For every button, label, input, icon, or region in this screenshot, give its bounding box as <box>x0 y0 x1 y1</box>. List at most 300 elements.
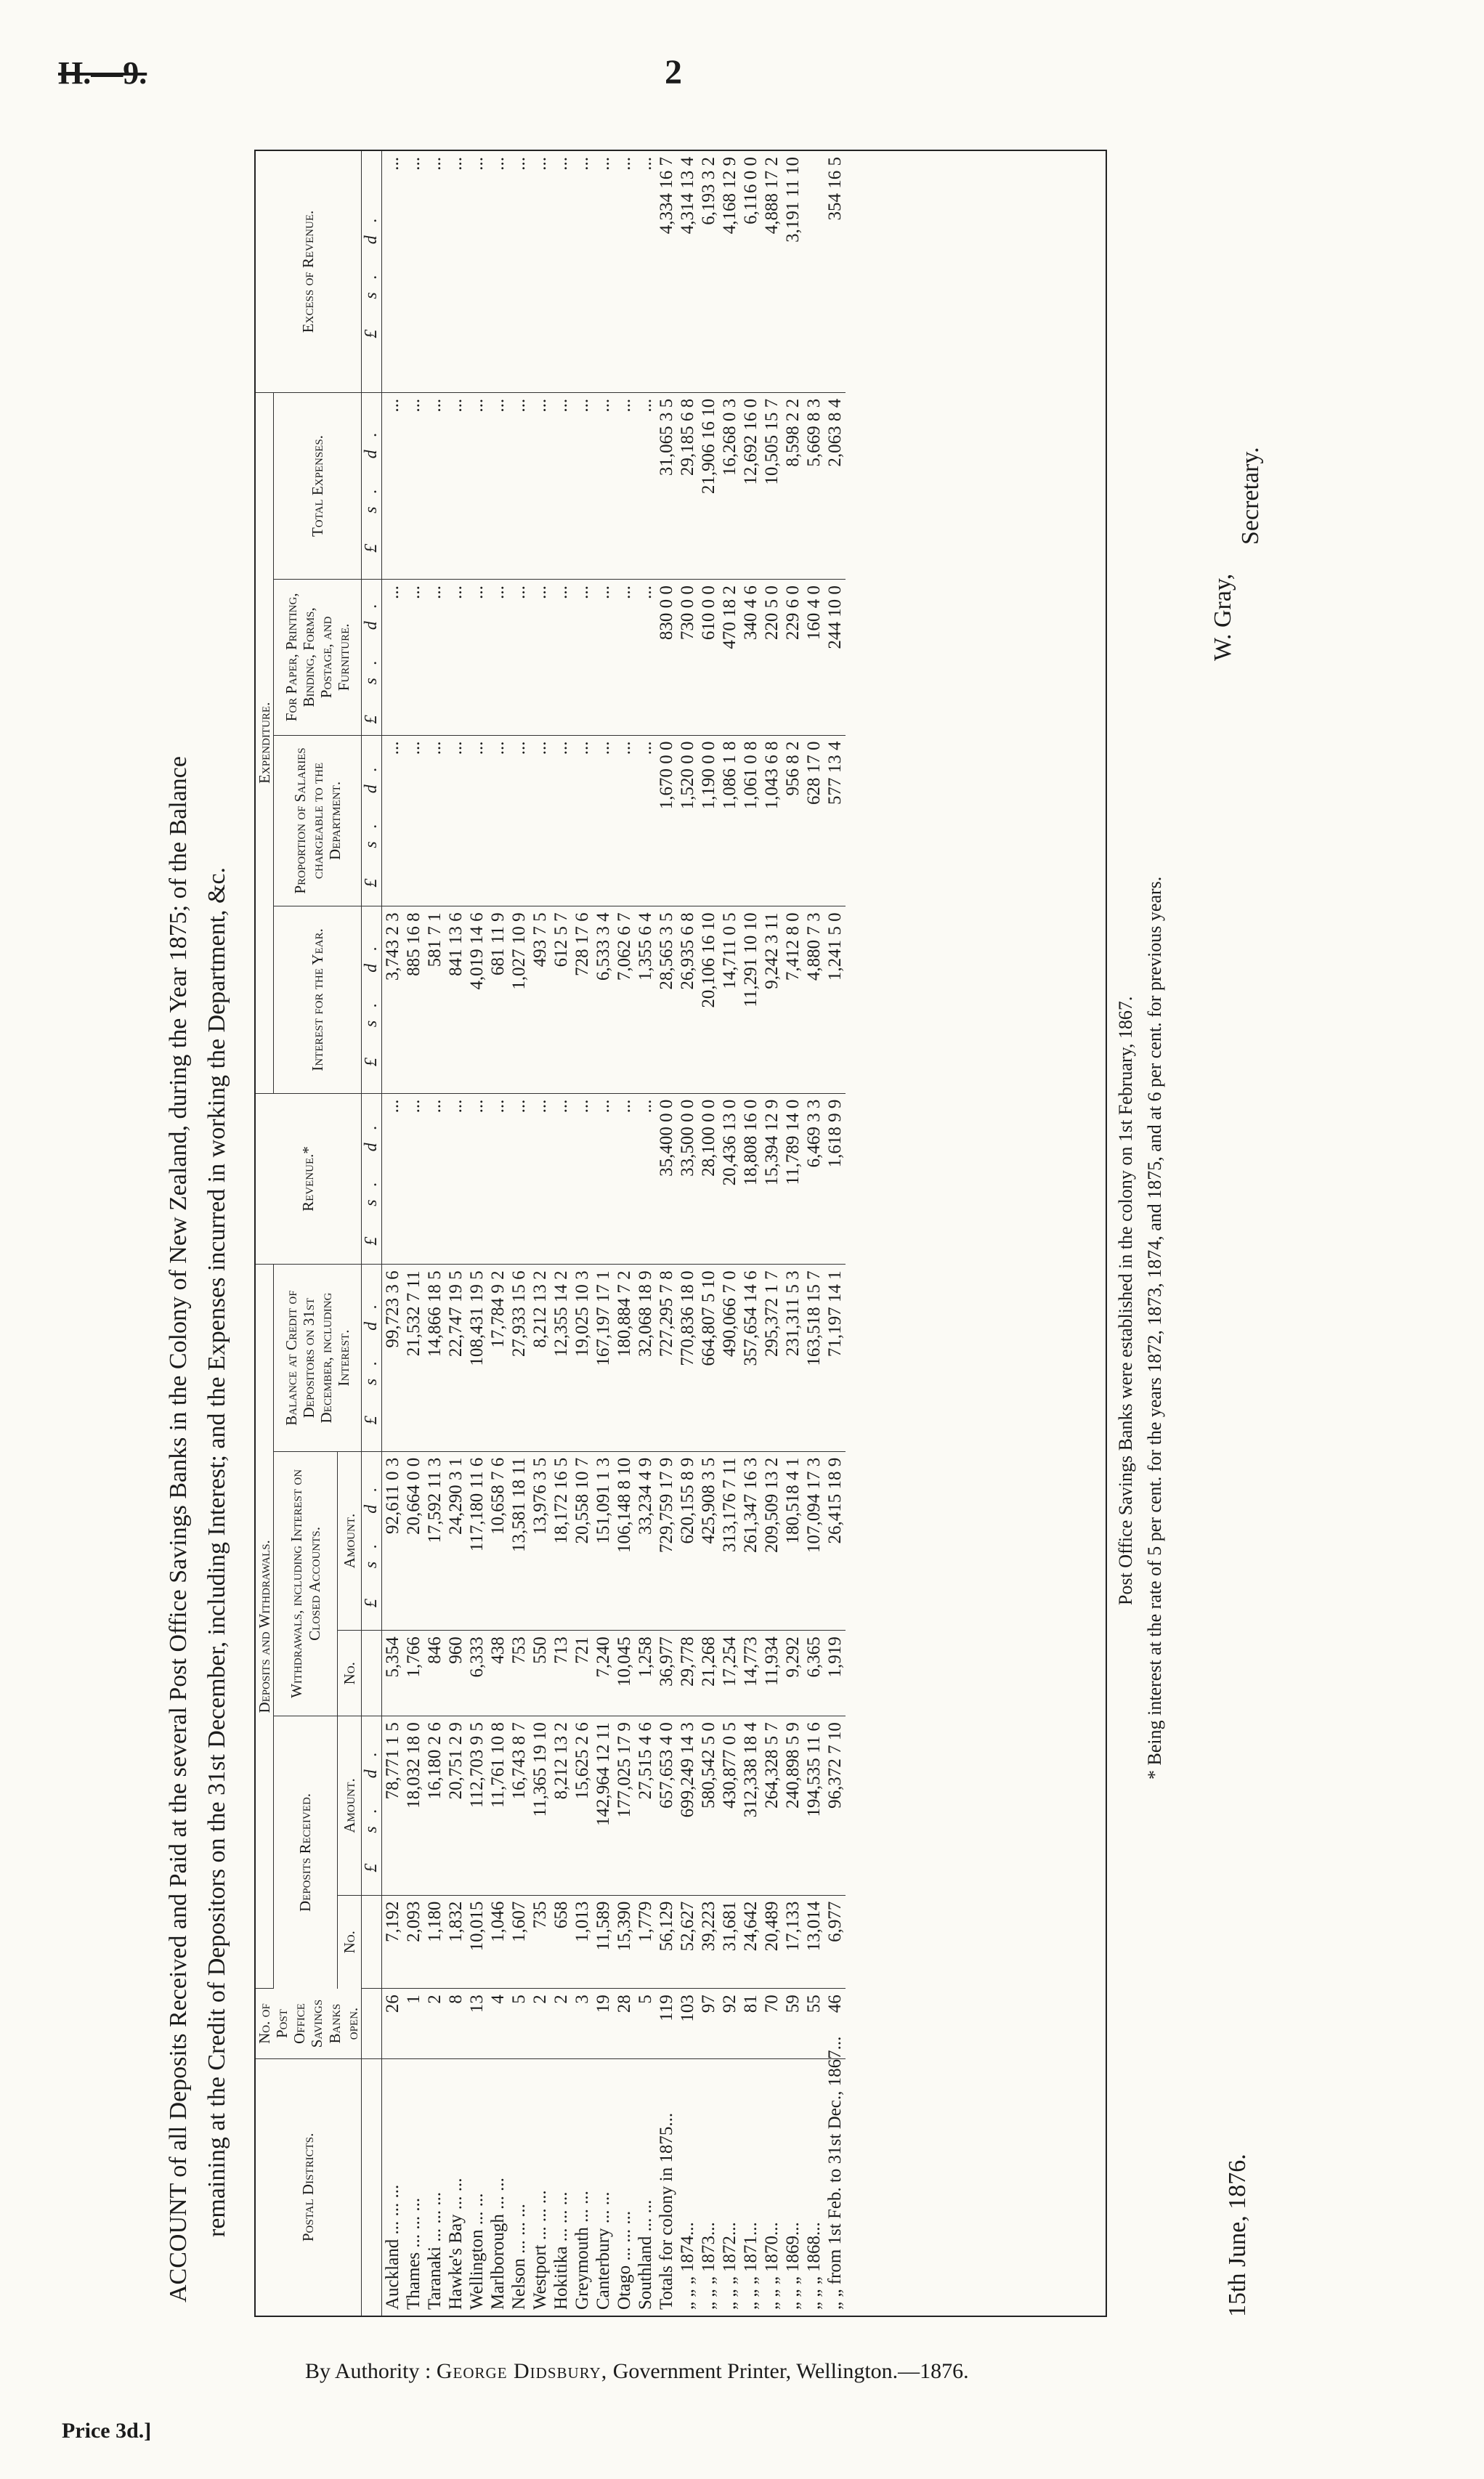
cell-wd-no: 14,773 <box>740 1631 761 1716</box>
cell-excess: ... <box>635 151 656 392</box>
totals-row <box>803 151 824 2316</box>
district-row <box>382 151 404 2316</box>
cell-banks: 5 <box>635 1989 656 2058</box>
district-row <box>530 151 551 2316</box>
cell-total: 21,906 16 10 <box>698 392 719 579</box>
cell-banks: 28 <box>614 1989 635 2058</box>
cell-interest: 20,106 16 10 <box>698 906 719 1093</box>
cell-total: ... <box>614 392 635 579</box>
cell-banks: 2 <box>530 1989 551 2058</box>
cell-balance: 727,295 7 8 <box>656 1265 677 1451</box>
cell-total: ... <box>508 392 530 579</box>
cell-salaries: 577 13 4 <box>824 735 846 906</box>
cell-wd-no: 713 <box>551 1631 572 1716</box>
cell-dep-amt: 20,751 2 9 <box>445 1716 466 1896</box>
district-row <box>403 151 424 2316</box>
cell-wd-amt: 18,172 16 5 <box>551 1451 572 1631</box>
cell-excess: 354 16 5 <box>824 151 846 392</box>
cell-wd-no: 1,258 <box>635 1631 656 1716</box>
cell-district: Thames ... ... ... <box>404 2197 424 2310</box>
cell-banks: 46 <box>824 1989 846 2058</box>
cell-wd-amt: 17,592 11 3 <box>424 1451 445 1631</box>
cell-banks: 119 <box>656 1989 677 2058</box>
cell-salaries: ... <box>487 735 508 906</box>
totals-row <box>719 151 740 2316</box>
cell-banks: 19 <box>593 1989 614 2058</box>
header-excess-revenue: Excess of Revenue. <box>256 151 361 392</box>
title-line-2: remaining at the Credit of Depositors on the 31st December, including Interest; and the Expenses incurred in working the Department, &c. <box>203 867 230 2237</box>
cell-dep-no: 39,223 <box>698 1895 719 1989</box>
signer-name: W. Gray, <box>1209 573 1236 661</box>
cell-dep-no: 52,627 <box>677 1895 698 1989</box>
cell-dep-amt: 194,535 11 6 <box>803 1716 824 1896</box>
title-line-1: ACCOUNT of all Deposits Received and Paid at the several Post Office Savings Banks in the Colony of New Zealand, during the Year 1875; of the Balance <box>165 756 192 2302</box>
cell-interest: 4,019 14 6 <box>466 906 487 1093</box>
totals-row <box>656 151 677 2316</box>
cell-dep-amt: 16,743 8 7 <box>508 1716 530 1896</box>
cell-excess: 4,888 17 2 <box>761 151 782 392</box>
cell-dep-no: 735 <box>530 1895 551 1989</box>
cell-banks: 55 <box>803 1989 824 2058</box>
cell-interest: 1,355 6 4 <box>635 906 656 1093</box>
cell-balance: 22,747 19 5 <box>445 1265 466 1451</box>
cell-district: „ „ „ 1868... <box>804 2222 824 2310</box>
cell-wd-no: 1,919 <box>824 1631 846 1716</box>
header-dep-no: No. <box>337 1895 361 1989</box>
cell-banks: 103 <box>677 1989 698 2058</box>
cell-paper: 730 0 0 <box>677 580 698 735</box>
cell-paper: ... <box>403 580 424 735</box>
cell-district: Taranaki ... ... ... <box>425 2191 445 2310</box>
cell-total: 31,065 3 5 <box>656 392 677 579</box>
cell-total: 10,505 15 7 <box>761 392 782 579</box>
cell-dep-no: 24,642 <box>740 1895 761 1989</box>
cell-district: Greymouth ... ... <box>572 2191 593 2310</box>
cell-wd-amt: 13,581 18 11 <box>508 1451 530 1631</box>
cell-banks: 13 <box>466 1989 487 2058</box>
header-postal-districts: Postal Districts. <box>256 2058 361 2316</box>
cell-total: ... <box>466 392 487 579</box>
cell-dep-amt: 78,771 1 5 <box>382 1716 404 1896</box>
cell-total: 5,669 8 3 <box>803 392 824 579</box>
cell-revenue: 20,436 13 0 <box>719 1093 740 1265</box>
price-label: Price 3d.] <box>62 2419 152 2443</box>
cell-dep-no: 17,133 <box>782 1895 803 1989</box>
cell-wd-no: 960 <box>445 1631 466 1716</box>
cell-wd-amt: 209,509 13 2 <box>761 1451 782 1631</box>
cell-excess: ... <box>614 151 635 392</box>
cell-wd-no: 5,354 <box>382 1631 404 1716</box>
cell-district: Otago ... ... ... <box>615 2210 635 2310</box>
cell-total: 29,185 6 8 <box>677 392 698 579</box>
cell-interest: 6,533 3 4 <box>593 906 614 1093</box>
cell-paper: 244 10 0 <box>824 580 846 735</box>
cell-salaries: 1,043 6 8 <box>761 735 782 906</box>
cell-balance: 770,836 18 0 <box>677 1265 698 1451</box>
cell-dep-no: 20,489 <box>761 1895 782 1989</box>
cell-dep-no: 1,180 <box>424 1895 445 1989</box>
cell-revenue: ... <box>487 1093 508 1265</box>
cell-balance: 12,355 14 2 <box>551 1265 572 1451</box>
cell-salaries: ... <box>424 735 445 906</box>
cell-balance: 99,723 3 6 <box>382 1265 404 1451</box>
cell-revenue: ... <box>614 1093 635 1265</box>
cell-paper: ... <box>614 580 635 735</box>
cell-revenue: ... <box>382 1093 404 1265</box>
cell-paper: ... <box>487 580 508 735</box>
cell-balance: 19,025 10 3 <box>572 1265 593 1451</box>
cell-wd-amt: 313,176 7 11 <box>719 1451 740 1631</box>
cell-wd-amt: 26,415 18 9 <box>824 1451 846 1631</box>
cell-interest: 7,412 8 0 <box>782 906 803 1093</box>
cell-salaries: 956 8 2 <box>782 735 803 906</box>
cell-dep-amt: 18,032 18 0 <box>403 1716 424 1896</box>
cell-dep-no: 31,681 <box>719 1895 740 1989</box>
cell-revenue: 35,400 0 0 <box>656 1093 677 1265</box>
cell-dep-amt: 16,180 2 6 <box>424 1716 445 1896</box>
cell-wd-amt: 92,611 0 3 <box>382 1451 404 1631</box>
account-title <box>160 182 236 2302</box>
cell-interest: 885 16 8 <box>403 906 424 1093</box>
cell-paper: ... <box>572 580 593 735</box>
totals-row <box>761 151 782 2316</box>
cell-dep-no: 56,129 <box>656 1895 677 1989</box>
cell-salaries: ... <box>530 735 551 906</box>
totals-row <box>782 151 803 2316</box>
cell-balance: 664,807 5 10 <box>698 1265 719 1451</box>
cell-interest: 1,027 10 9 <box>508 906 530 1093</box>
cell-balance: 71,197 14 1 <box>824 1265 846 1451</box>
cell-revenue: ... <box>635 1093 656 1265</box>
cell-excess: ... <box>445 151 466 392</box>
cell-interest: 3,743 2 3 <box>382 906 404 1093</box>
totals-row <box>677 151 698 2316</box>
cell-total: ... <box>593 392 614 579</box>
cell-dep-amt: 699,249 14 3 <box>677 1716 698 1896</box>
totals-row <box>698 151 719 2316</box>
cell-dep-amt: 580,542 5 0 <box>698 1716 719 1896</box>
cell-dep-amt: 177,025 17 9 <box>614 1716 635 1896</box>
cell-excess: 6,116 0 0 <box>740 151 761 392</box>
cell-balance: 357,654 14 6 <box>740 1265 761 1451</box>
header-balance: Balance at Credit of Depositors on 31st December, including Interest. <box>274 1265 362 1451</box>
cell-revenue: 1,618 9 9 <box>824 1093 846 1265</box>
district-row <box>508 151 530 2316</box>
cell-paper: ... <box>508 580 530 735</box>
cell-dep-no: 15,390 <box>614 1895 635 1989</box>
cell-district: „ „ „ 1869... <box>783 2222 803 2310</box>
cell-salaries: ... <box>466 735 487 906</box>
cell-revenue: 6,469 3 3 <box>803 1093 824 1265</box>
cell-balance: 295,372 1 7 <box>761 1265 782 1451</box>
cell-excess <box>803 151 824 392</box>
printer-name: George Didsbury, <box>436 2359 608 2383</box>
cell-paper: 160 4 0 <box>803 580 824 735</box>
cell-total: ... <box>403 392 424 579</box>
cell-dep-amt: 240,898 5 9 <box>782 1716 803 1896</box>
cell-district: Canterbury ... ... <box>593 2191 614 2310</box>
cell-paper: ... <box>593 580 614 735</box>
printer-authority-line <box>305 2359 969 2384</box>
cell-wd-amt: 620,155 8 9 <box>677 1451 698 1631</box>
cell-interest: 14,711 0 5 <box>719 906 740 1093</box>
cell-wd-no: 1,766 <box>403 1631 424 1716</box>
cell-balance: 163,518 15 7 <box>803 1265 824 1451</box>
cell-interest: 681 11 9 <box>487 906 508 1093</box>
cell-salaries: ... <box>382 735 404 906</box>
cell-salaries: ... <box>635 735 656 906</box>
district-row <box>551 151 572 2316</box>
cell-wd-amt: 13,976 3 5 <box>530 1451 551 1631</box>
cell-interest: 493 7 5 <box>530 906 551 1093</box>
cell-district: „ „ from 1st Feb. to 31st Dec., 1867... <box>825 2036 846 2310</box>
cell-interest: 11,291 10 10 <box>740 906 761 1093</box>
cell-district: Wellington ... ... <box>467 2193 487 2310</box>
account-table <box>256 151 846 2316</box>
cell-banks: 2 <box>551 1989 572 2058</box>
cell-total: 12,692 16 0 <box>740 392 761 579</box>
cell-wd-amt: 151,091 1 3 <box>593 1451 614 1631</box>
rotated-account-sheet <box>131 153 1315 2332</box>
signer-title: Secretary. <box>1237 447 1264 545</box>
cell-wd-no: 753 <box>508 1631 530 1716</box>
cell-dep-no: 1,607 <box>508 1895 530 1989</box>
account-table-frame <box>254 150 1107 2317</box>
cell-wd-amt: 106,148 8 10 <box>614 1451 635 1631</box>
cell-revenue: ... <box>572 1093 593 1265</box>
cell-revenue: 18,808 16 0 <box>740 1093 761 1265</box>
totals-rows <box>656 151 846 2316</box>
cell-excess: 4,334 16 7 <box>656 151 677 392</box>
cell-dep-amt: 264,328 5 7 <box>761 1716 782 1896</box>
cell-paper: ... <box>424 580 445 735</box>
cell-paper: 830 0 0 <box>656 580 677 735</box>
cell-banks: 26 <box>382 1989 404 2058</box>
cell-dep-amt: 430,877 0 5 <box>719 1716 740 1896</box>
cell-salaries: ... <box>508 735 530 906</box>
cell-district: „ „ „ 1872... <box>720 2222 740 2310</box>
cell-balance: 180,884 7 2 <box>614 1265 635 1451</box>
cell-salaries: 1,670 0 0 <box>656 735 677 906</box>
footnote-interest-rate: * Being interest at the rate of 5 per cent. for the years 1872, 1873, 1874, and 1875, and at 6 per cent. for previous years. <box>1144 876 1165 1780</box>
cell-interest: 612 5 7 <box>551 906 572 1093</box>
district-row <box>487 151 508 2316</box>
cell-excess: ... <box>593 151 614 392</box>
footnote-established: Post Office Savings Banks were established in the colony on 1st February, 1867. <box>1115 996 1136 1605</box>
cell-total: ... <box>424 392 445 579</box>
cell-wd-no: 10,045 <box>614 1631 635 1716</box>
document-date: 15th June, 1876. <box>1224 2154 1251 2317</box>
cell-wd-amt: 729,759 17 9 <box>656 1451 677 1631</box>
cell-excess: ... <box>572 151 593 392</box>
cell-excess: ... <box>508 151 530 392</box>
cell-interest: 581 7 1 <box>424 906 445 1093</box>
cell-salaries: ... <box>403 735 424 906</box>
cell-balance: 14,866 18 5 <box>424 1265 445 1451</box>
district-rows <box>382 151 657 2316</box>
cell-district: Totals for colony in 1875... <box>657 2112 677 2310</box>
units-balance: £ s. d. <box>361 1265 382 1451</box>
cell-wd-amt: 107,094 17 3 <box>803 1451 824 1631</box>
cell-dep-amt: 11,365 19 10 <box>530 1716 551 1896</box>
district-row <box>445 151 466 2316</box>
cell-banks: 97 <box>698 1989 719 2058</box>
cell-interest: 1,241 5 0 <box>824 906 846 1093</box>
cell-district: Hawke's Bay ... ... <box>446 2178 466 2310</box>
cell-dep-amt: 112,703 9 5 <box>466 1716 487 1896</box>
cell-excess: ... <box>403 151 424 392</box>
page-number: 2 <box>665 53 682 92</box>
header-salaries: Proportion of Salaries chargeable to the Department. <box>274 735 362 906</box>
cell-wd-amt: 425,908 3 5 <box>698 1451 719 1631</box>
cell-wd-amt: 20,558 10 7 <box>572 1451 593 1631</box>
cell-excess: ... <box>551 151 572 392</box>
units-paper: £ s. d. <box>361 580 382 735</box>
cell-district: Westport ... ... ... <box>530 2190 551 2310</box>
cell-salaries: 1,086 1 8 <box>719 735 740 906</box>
cell-district: „ „ „ 1874... <box>678 2222 698 2310</box>
cell-salaries: 1,190 0 0 <box>698 735 719 906</box>
cell-salaries: 628 17 0 <box>803 735 824 906</box>
cell-wd-amt: 10,658 7 6 <box>487 1451 508 1631</box>
cell-dep-no: 1,779 <box>635 1895 656 1989</box>
units-interest: £ s. d. <box>361 906 382 1093</box>
cell-banks: 59 <box>782 1989 803 2058</box>
units-salaries: £ s. d. <box>361 735 382 906</box>
header-revenue: Revenue.* <box>256 1093 361 1265</box>
cell-district: Hokitika ... ... ... <box>551 2191 572 2310</box>
cell-total: ... <box>382 392 404 579</box>
cell-district: Nelson ... ... ... <box>509 2204 530 2310</box>
cell-balance: 490,066 7 0 <box>719 1265 740 1451</box>
units-total: £ s. d. <box>361 392 382 579</box>
cell-dep-amt: 27,515 4 6 <box>635 1716 656 1896</box>
cell-dep-no: 6,977 <box>824 1895 846 1989</box>
cell-excess: ... <box>424 151 445 392</box>
cell-salaries: 1,520 0 0 <box>677 735 698 906</box>
cell-interest: 7,062 6 7 <box>614 906 635 1093</box>
cell-total: ... <box>635 392 656 579</box>
cell-revenue: ... <box>593 1093 614 1265</box>
cell-district: Southland ... ... <box>636 2199 656 2310</box>
cell-excess: 4,168 12 9 <box>719 151 740 392</box>
cell-wd-no: 9,292 <box>782 1631 803 1716</box>
cell-district: „ „ „ 1870... <box>762 2222 782 2310</box>
cell-dep-amt: 312,338 18 4 <box>740 1716 761 1896</box>
units-dep-amount: £ s. d. <box>361 1716 382 1896</box>
cell-wd-amt: 180,518 4 1 <box>782 1451 803 1631</box>
units-revenue: £ s. d. <box>361 1093 382 1265</box>
header-paper: For Paper, Printing, Binding, Forms, Postage, and Furniture. <box>274 580 362 735</box>
cell-revenue: ... <box>551 1093 572 1265</box>
cell-paper: ... <box>551 580 572 735</box>
cell-salaries: ... <box>614 735 635 906</box>
cell-wd-amt: 20,664 0 0 <box>403 1451 424 1631</box>
cell-dep-amt: 657,653 4 0 <box>656 1716 677 1896</box>
cell-total: ... <box>530 392 551 579</box>
cell-interest: 4,880 7 3 <box>803 906 824 1093</box>
cell-balance: 231,311 5 3 <box>782 1265 803 1451</box>
district-row <box>635 151 656 2316</box>
cell-total: ... <box>445 392 466 579</box>
cell-wd-no: 29,778 <box>677 1631 698 1716</box>
cell-paper: ... <box>445 580 466 735</box>
cell-dep-no: 1,046 <box>487 1895 508 1989</box>
header-withdrawals: Withdrawals, including Interest on Closed Accounts. <box>274 1451 338 1716</box>
header-expenditure: Expenditure. <box>256 392 274 1093</box>
cell-dep-no: 7,192 <box>382 1895 404 1989</box>
cell-wd-no: 36,977 <box>656 1631 677 1716</box>
cell-total: ... <box>551 392 572 579</box>
cell-revenue: ... <box>508 1093 530 1265</box>
cell-wd-no: 7,240 <box>593 1631 614 1716</box>
cell-dep-amt: 8,212 13 2 <box>551 1716 572 1896</box>
cell-total: 2,063 8 4 <box>824 392 846 579</box>
cell-total: 16,268 0 3 <box>719 392 740 579</box>
cell-paper: 470 18 2 <box>719 580 740 735</box>
cell-wd-no: 17,254 <box>719 1631 740 1716</box>
cell-wd-no: 11,934 <box>761 1631 782 1716</box>
cell-paper: 220 5 0 <box>761 580 782 735</box>
cell-banks: 4 <box>487 1989 508 2058</box>
cell-revenue: 33,500 0 0 <box>677 1093 698 1265</box>
district-row <box>614 151 635 2316</box>
cell-dep-no: 10,015 <box>466 1895 487 1989</box>
cell-wd-no: 6,365 <box>803 1631 824 1716</box>
cell-dep-no: 13,014 <box>803 1895 824 1989</box>
header-deposits-received: Deposits Received. <box>274 1716 338 1989</box>
cell-revenue: ... <box>424 1093 445 1265</box>
district-row <box>593 151 614 2316</box>
cell-paper: ... <box>530 580 551 735</box>
header-no-of-banks: No. of Post Office Savings Banks open. <box>256 1989 361 2058</box>
cell-salaries: 1,061 0 8 <box>740 735 761 906</box>
cell-banks: 5 <box>508 1989 530 2058</box>
cell-excess: ... <box>382 151 404 392</box>
cell-district: Auckland ... ... ... <box>383 2184 403 2310</box>
cell-paper: ... <box>635 580 656 735</box>
cell-banks: 81 <box>740 1989 761 2058</box>
cell-dep-amt: 15,625 2 6 <box>572 1716 593 1896</box>
cell-banks: 8 <box>445 1989 466 2058</box>
header-wd-no: No. <box>337 1631 361 1716</box>
cell-revenue: ... <box>530 1093 551 1265</box>
cell-dep-no: 1,832 <box>445 1895 466 1989</box>
cell-interest: 26,935 6 8 <box>677 906 698 1093</box>
header-interest: Interest for the Year. <box>274 906 362 1093</box>
district-row <box>466 151 487 2316</box>
cell-wd-amt: 261,347 16 3 <box>740 1451 761 1631</box>
cell-total: ... <box>572 392 593 579</box>
cell-district: „ „ „ 1871... <box>741 2222 761 2310</box>
cell-balance: 108,431 19 5 <box>466 1265 487 1451</box>
cell-wd-no: 846 <box>424 1631 445 1716</box>
cell-wd-amt: 24,290 3 1 <box>445 1451 466 1631</box>
district-row <box>572 151 593 2316</box>
cell-excess: 4,314 13 4 <box>677 151 698 392</box>
cell-banks: 1 <box>403 1989 424 2058</box>
cell-paper: 229 6 0 <box>782 580 803 735</box>
cell-excess: 3,191 11 10 <box>782 151 803 392</box>
cell-interest: 28,565 3 5 <box>656 906 677 1093</box>
cell-wd-no: 550 <box>530 1631 551 1716</box>
cell-total: ... <box>487 392 508 579</box>
cell-excess: 6,193 3 2 <box>698 151 719 392</box>
cell-wd-amt: 33,234 4 9 <box>635 1451 656 1631</box>
signature-block <box>1209 447 1265 661</box>
units-excess: £ s. d. <box>361 151 382 392</box>
header-wd-amount: Amount. <box>337 1451 361 1631</box>
